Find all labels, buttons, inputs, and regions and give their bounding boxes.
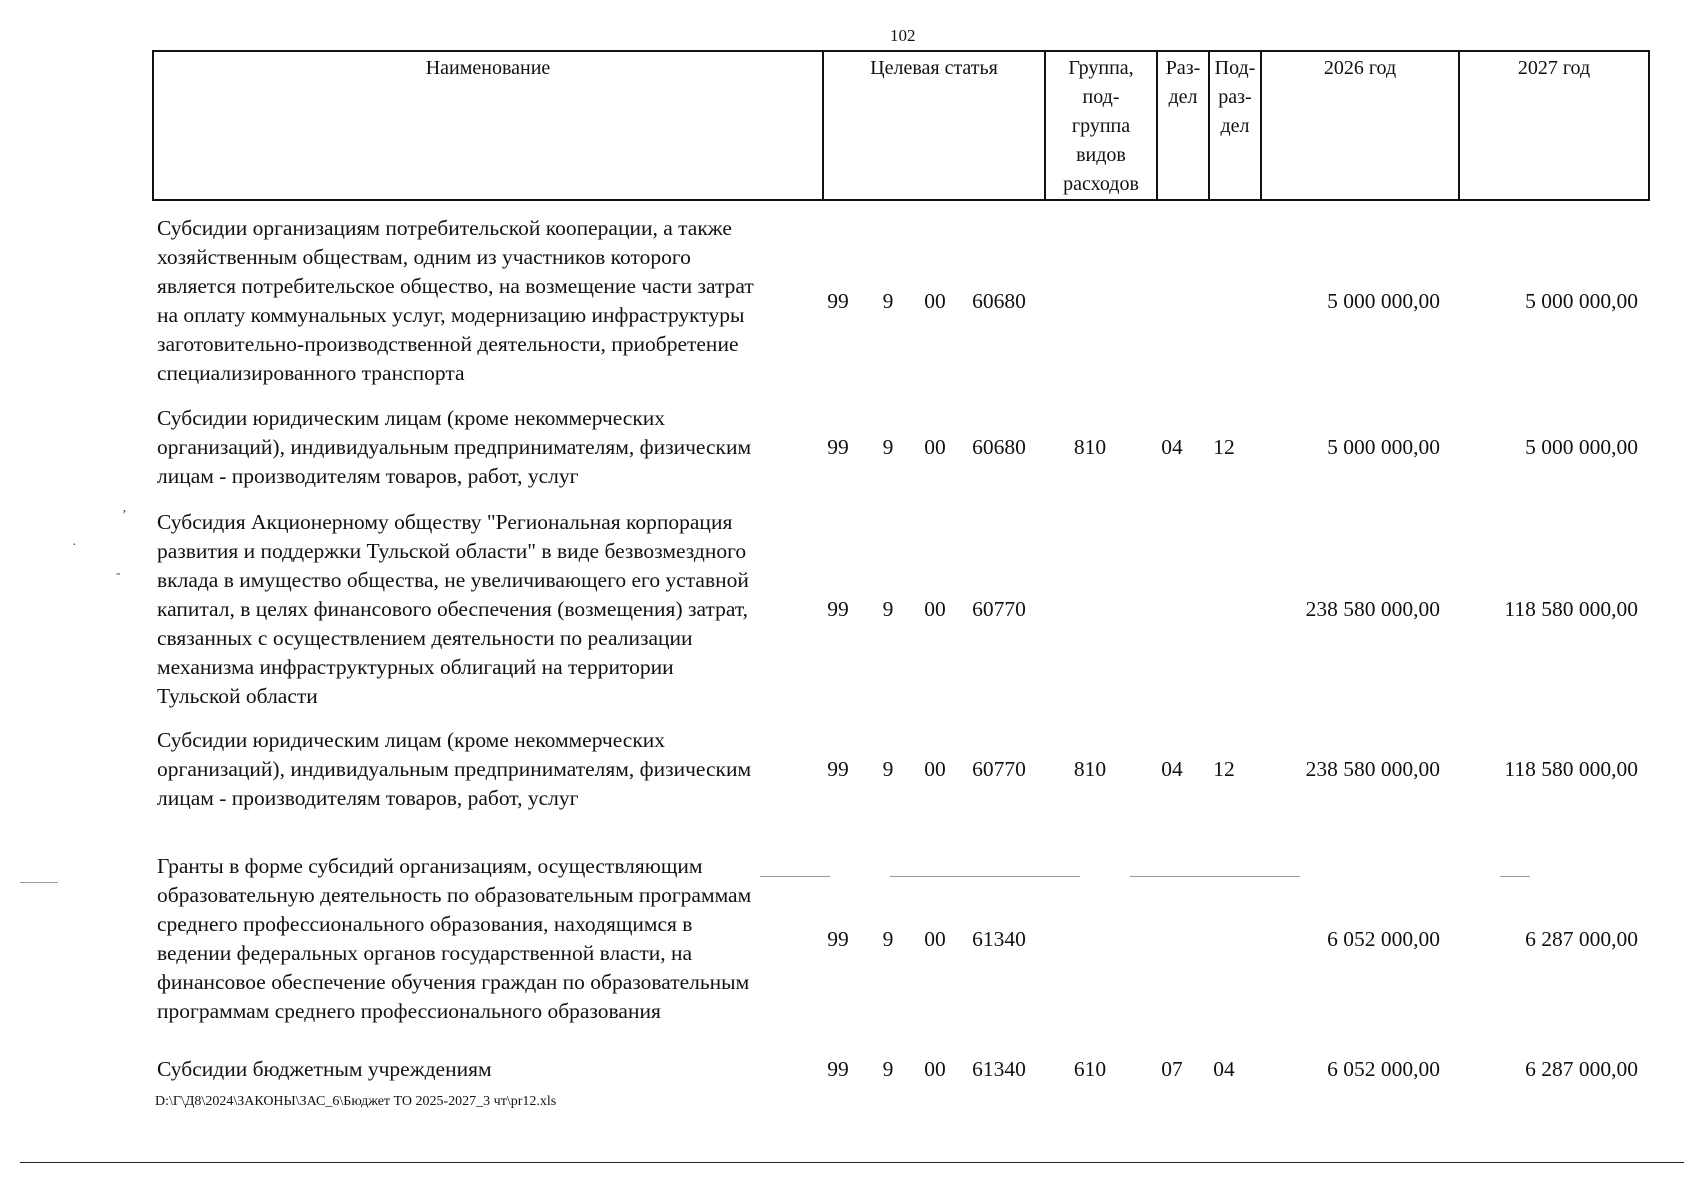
code-subprogram: 9 (882, 597, 894, 621)
name-line: на оплату коммунальных услуг, модернизацию инфраструктуры (157, 303, 745, 327)
name-line: ведении федеральных органов государственной власти, на (157, 941, 693, 965)
code-program: 99 (827, 927, 849, 951)
name-line: Субсидия Акционерному обществу "Региональная корпорация (157, 510, 733, 534)
code-subprogram: 9 (882, 1057, 894, 1081)
code-main-activity: 00 (924, 757, 946, 781)
subsection: 04 (1213, 1057, 1235, 1081)
header-line: расходов (1063, 173, 1139, 195)
expense-group: 810 (1073, 435, 1107, 459)
name-line: организаций), индивидуальным предпринимателям, физическим (157, 435, 752, 459)
file-path-footer: D:\Г\Д8\2024\ЗАКОНЫ\ЗАС_6\Бюджет ТО 2025-2027_3 чт\pr12.xls (155, 1094, 557, 1109)
amount-2026: 5 000 000,00 (1327, 289, 1440, 313)
header-expense-group (1045, 51, 1157, 200)
row-name (157, 214, 807, 388)
code-direction: 60770 (972, 757, 1026, 781)
header-line: под- (1082, 86, 1120, 108)
name-line: среднего профессионального образования, находящимся в (157, 912, 693, 936)
page-number: 102 (890, 26, 916, 45)
header-name: Наименование (153, 51, 823, 200)
section: 04 (1161, 757, 1183, 781)
scan-dash (20, 882, 58, 883)
table-header (152, 50, 1650, 201)
header-line: видов (1076, 144, 1126, 166)
code-main-activity: 00 (924, 597, 946, 621)
code-direction: 60680 (972, 435, 1026, 459)
amount-2027: 118 580 000,00 (1504, 597, 1638, 621)
name-line: лицам - производителям товаров, работ, услуг (157, 464, 579, 488)
section: 07 (1161, 1057, 1183, 1081)
amount-2027: 5 000 000,00 (1525, 435, 1638, 459)
scan-speck: · (72, 538, 77, 553)
expense-group: 810 (1073, 757, 1107, 781)
name-line: организаций), индивидуальным предпринимателям, физическим (157, 757, 752, 781)
scan-dash (760, 876, 830, 877)
name-line: Гранты в форме субсидий организациям, осуществляющим (157, 854, 703, 878)
header-line: раз- (1218, 86, 1252, 108)
header-subsection (1209, 51, 1261, 200)
code-program: 99 (827, 597, 849, 621)
header-line: группа (1071, 115, 1131, 137)
code-program: 99 (827, 435, 849, 459)
name-line: Субсидии юридическим лицам (кроме некоммерческих (157, 406, 666, 430)
header-year-2027: 2027 год (1459, 51, 1649, 200)
row-name (157, 852, 807, 1026)
code-main-activity: 00 (924, 1057, 946, 1081)
name-line: Субсидии юридическим лицам (кроме некоммерческих (157, 728, 666, 752)
name-line: развития и поддержки Тульской области" в виде безвозмездного (157, 539, 747, 563)
row-name (157, 726, 807, 813)
name-line: связанных с осуществлением деятельности по реализации (157, 626, 693, 650)
scan-dash (1500, 876, 1530, 877)
amount-2026: 6 052 000,00 (1327, 1057, 1440, 1081)
amount-2027: 118 580 000,00 (1504, 757, 1638, 781)
name-line: механизма инфраструктурных облигаций на территории (157, 655, 674, 679)
amount-2027: 6 287 000,00 (1525, 1057, 1638, 1081)
name-line: лицам - производителям товаров, работ, услуг (157, 786, 579, 810)
subsection: 12 (1213, 757, 1235, 781)
code-subprogram: 9 (882, 435, 894, 459)
code-program: 99 (827, 757, 849, 781)
code-direction: 60770 (972, 597, 1026, 621)
bottom-rule (20, 1162, 1684, 1163)
subsection: 12 (1213, 435, 1235, 459)
amount-2026: 6 052 000,00 (1327, 927, 1440, 951)
amount-2027: 6 287 000,00 (1525, 927, 1638, 951)
name-line: образовательную деятельность по образовательным программам (157, 883, 752, 907)
expense-group: 610 (1073, 1057, 1107, 1081)
header-line: дел (1220, 115, 1250, 137)
header-line: Раз- (1165, 57, 1201, 79)
code-program: 99 (827, 289, 849, 313)
code-subprogram: 9 (882, 289, 894, 313)
code-direction: 61340 (972, 1057, 1026, 1081)
name-line: Тульской области (157, 684, 318, 708)
header-target-article: Целевая статья (823, 51, 1045, 200)
code-direction: 60680 (972, 289, 1026, 313)
name-line: финансовое обеспечение обучения граждан по образовательным (157, 970, 750, 994)
scan-speck: ʼ (122, 508, 127, 523)
name-line: является потребительское общество, на возмещение части затрат (157, 274, 754, 298)
code-main-activity: 00 (924, 435, 946, 459)
row-name (157, 404, 807, 491)
section: 04 (1161, 435, 1183, 459)
code-subprogram: 9 (882, 927, 894, 951)
name-line: капитал, в целях финансового обеспечения (возмещения) затрат, (157, 597, 749, 621)
header-section (1157, 51, 1209, 200)
row-name (157, 508, 807, 711)
name-line: Субсидии бюджетным учреждениям (157, 1057, 492, 1081)
scan-dash (1130, 876, 1300, 877)
header-line: дел (1168, 86, 1198, 108)
amount-2026: 238 580 000,00 (1305, 597, 1440, 621)
name-line: хозяйственным обществам, одним из участников которого (157, 245, 691, 269)
code-main-activity: 00 (924, 289, 946, 313)
row-name (157, 1055, 807, 1084)
name-line: программам среднего профессионального образования (157, 999, 661, 1023)
scan-dash (890, 876, 1080, 877)
code-main-activity: 00 (924, 927, 946, 951)
name-line: вклада в имущество общества, не увеличивающего его уставной (157, 568, 749, 592)
scan-speck: - (116, 566, 121, 581)
code-subprogram: 9 (882, 757, 894, 781)
code-direction: 61340 (972, 927, 1026, 951)
name-line: Субсидии организациям потребительской кооперации, а также (157, 216, 732, 240)
code-program: 99 (827, 1057, 849, 1081)
header-year-2026: 2026 год (1261, 51, 1459, 200)
name-line: специализированного транспорта (157, 361, 465, 385)
amount-2026: 5 000 000,00 (1327, 435, 1440, 459)
name-line: заготовительно-производственной деятельности, приобретение (157, 332, 739, 356)
header-line: Группа, (1068, 57, 1134, 79)
amount-2027: 5 000 000,00 (1525, 289, 1638, 313)
header-line: Под- (1214, 57, 1256, 79)
amount-2026: 238 580 000,00 (1305, 757, 1440, 781)
